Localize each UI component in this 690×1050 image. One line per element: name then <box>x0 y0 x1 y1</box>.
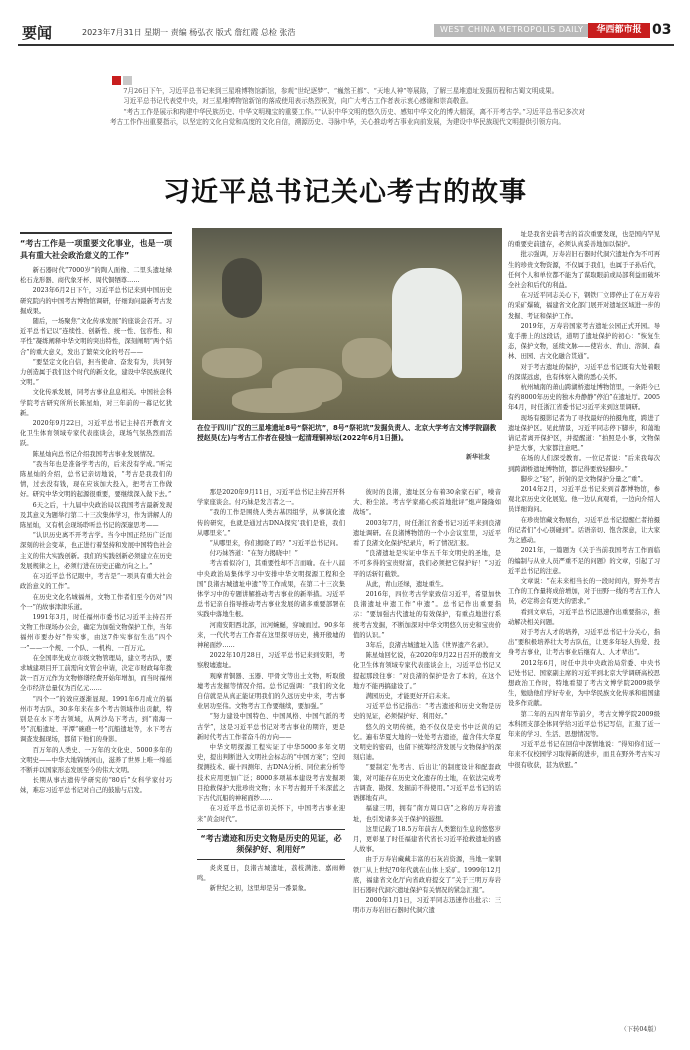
column-2 <box>197 488 345 894</box>
intro-paragraph: “考古工作是展示和构建中华民族历史、中华文明瑰宝的重要工作。”“认识中华文明的悠久历史、感知中华文化的博大精深，离不开考古学。”习近平总书记多次对考古工作作出重要指示，以坚定的文化自觉和高度的文化自信，溯源历史、寻脉中华，关心推动考古事业向前发展，为建设中华民族现代文明提供引领方向。 <box>110 107 586 126</box>
body-paragraph: “要坚定文化自信，担当使命、奋发有为，共同努力创造属于我们这个时代的新文化，建设中华民族现代文明。” <box>20 358 172 387</box>
body-paragraph: 脚步之“轻”，折射的是文物保护分量之“重”。 <box>520 475 647 483</box>
subheading-2: “考古遗迹和历史文物是历史的见证，必须保护好、利用好” <box>197 829 345 860</box>
body-paragraph: 6天之后，十九届中央政治局以我国考古最新发现及其意义为题举行第二十三次集体学习，作为讲解人的陈星灿，又有机会现场聆听总书记的深邃思考—— <box>20 501 172 530</box>
body-paragraph: 址是我省史前考古的首次重要发现，也是国内罕见的重要史前遗存，必须认真妥善地加以保护。 <box>508 231 660 249</box>
body-paragraph: 炎炎夏日，良渚古城遗址，荔枝满池、嘉雨蝉鸣。 <box>197 864 345 882</box>
col4-body <box>508 230 660 771</box>
body-paragraph: 陈星灿回忆说，在2020年9月22日召开的教育文化卫生体育领域专家代表座谈会上，习近平总书记又提起那段往事：“对良渚的保护是舍了本的，在这个地方不能再搞建设了。” <box>353 652 501 690</box>
continued-note: （下转04版） <box>620 1026 660 1033</box>
body-paragraph: 文化传承发展，同考古事业息息相关。中国社会科学院考古研究所所长陈星灿，对三年前的一幕记忆犹新。 <box>20 389 172 417</box>
body-paragraph: 2022年10月28日，习近平总书记来到安阳，考察殷墟遗址。 <box>197 652 345 670</box>
body-paragraph: 河南安阳西北部，洹河蜿蜒，穿城而过。90多年来，一代代考古工作者在这里探寻历史，拂开殷墟的神秘面纱…… <box>197 621 345 650</box>
body-paragraph: 杭州城南的萧山跨湖桥遗址博物馆里，一条距今已有约8000年历史的独木舟静静“停泊”在遗址厅。2005年4月，时任浙江省委书记习近平来到这里调研。 <box>508 384 660 412</box>
page-masthead <box>0 0 690 44</box>
body-paragraph: 从此，青山还绿，遗址重生。 <box>365 580 448 588</box>
body-paragraph: 百万年的人类史、一万年的文化史、5000多年的文明史——中华大地锦绣河山，滋养了世界上唯一绵延不断并以国家形态发展至今的伟大文明。 <box>20 746 172 774</box>
masthead-rule <box>18 44 674 46</box>
body-paragraph: 看到文章后，习近平总书记迅速作出重要指示，推动解决相关问题。 <box>508 608 660 626</box>
intro-paragraph: 7月26日下午，习近平总书记来到三星堆博物馆新馆，参观“世纪逐梦”、“巍然王都”、“天地人神”等展陈，了解三星堆遗址发掘历程和古蜀文明成果。 <box>123 87 559 95</box>
body-paragraph: 那是2020年9月11日，习近平总书记主持召开科学家座谈会。付巧妹是发言者之一。 <box>197 489 345 507</box>
body-paragraph: 陈星灿向总书记介绍我国考古事业发展情况。 <box>32 450 159 458</box>
body-paragraph: 2003年7月，时任浙江省委书记习近平来到良渚遗址调研。在良渚博物馆的一个小会议室里，习近平看了良渚文化保护纪录片，听了情况汇报。 <box>353 519 501 548</box>
body-paragraph: 现场有摄影记者为了寻找最好的拍摄角度，跨进了遗址保护区。见此情景，习近平同志停下脚步，和蔼地请记者离开保护区，并提醒道：“拍照是小事，文物保护是大事，大家都注意吧。” <box>508 414 660 453</box>
intro-lead <box>110 86 590 127</box>
body-paragraph: “要制定‘先考古、后出让’的制度设计和配套政策，对可能存在历史文化遗存的土地，在依法完成考古调查、勘探、发掘前不得使用。”习近平总书记的话语掷地有声。 <box>353 764 501 803</box>
body-paragraph: 新世纪之初，这里却是另一番景象。 <box>209 885 311 893</box>
body-paragraph: “我当年也是准备学考古的，后来没有学成。”听完陈星灿的介绍，总书记亲切地说，“考古是我我们的情，过去没有钱，现在应该加大投入，把考古工作做好。研究中华文明的起源很重要，要继续深入做下去。” <box>20 460 172 499</box>
body-paragraph: 福建三明，拥有“南方周口店”之称的万寿岩遗址，也引发诸多关于保护的遐想。 <box>353 805 501 823</box>
date-line: 2023年7月31日 星期一 责编 杨弘衣 版式 詹红霞 总检 张浩 <box>82 28 296 37</box>
photo-caption: 在位于四川广汉的三星堆遗址8号“祭祀坑”，8号“祭祀坑”发掘负责人、北京大学考古文博学院副教授赵昊(左)与考古工作者在侵蚀一起清理铜神坛(2022年6月1日摄)。 <box>197 424 497 442</box>
body-paragraph: 2000年1月1日，习近平同志迅速作出批示：三明市万寿岩旧石器时代洞穴遗 <box>353 897 501 915</box>
body-paragraph: 2020年9月22日，习近平总书记主持召开教育文化卫生体育领域专家代表座谈会，现场气氛热烈而活跃。 <box>20 420 172 448</box>
body-paragraph: 这里记载了18.5万年前古人类繁衍生息的悠悠岁月，更彰显了时任福建省代省长习近平抢救遗址的感人故事。 <box>353 825 501 854</box>
body-paragraph: 第二年的五四青年节前夕，考古文博学院2009级本科团支部全体同学给习近平总书记写信，汇报了近一年来的学习、生活、思想情况等。 <box>508 710 660 738</box>
body-paragraph: 对于考古人才的培养，习近平总书记十分关心，指出“要积极培养壮大考古队伍，让更多年轻人热爱、投身考古事业，让考古事业后继有人、人才辈出”。 <box>508 628 660 657</box>
body-paragraph: “努力建设中国特色、中国风格、中国气派的考古学”，这是习近平总书记对考古事业的期许，更是新时代考古工作者奋斗的方向—— <box>197 713 345 741</box>
section-title: 要闻 <box>22 24 53 42</box>
body-paragraph: 新石器时代“7000岁”的陶人面像、二里头遗址绿松石龙形器、商代象牙杯、周代铜牺尊…… <box>20 267 172 285</box>
body-paragraph: 悠久的文明传统，绝不仅仅是史书中泛黄的记忆。遍布华夏大地的一处处考古遗迹，蕴含伟大华夏文明史的密码，也留下统筹经济发展与文物保护的深刻启迪。 <box>353 723 501 762</box>
body-paragraph: 长期从事古遗传学研究的“80后”女科学家付巧妹，难忘习近平总书记对自己的鼓励与启发。 <box>20 777 172 795</box>
col3-body <box>353 488 501 917</box>
body-paragraph: 2021年，一篇题为《关于当前我国考古工作面临的编制与从业人员严重不足的问题》的文章，引起了习近平总书记的注意。 <box>508 547 660 575</box>
body-paragraph: 由于万寿岩藏藏丰富的石灰岩资源，当地一家钢铁厂从上世纪70年代就在山体上采矿。1999年12月底，福建省文化厅向省政府提交了“关于三明万寿岩旧石器时代洞穴遗址保护有关情况的紧急汇报”。 <box>353 856 501 894</box>
body-paragraph: 对于考古遗址的保护，习近平总书记既有大处着眼的深谋远虑，也有体察入微的悉心关怀。 <box>508 363 660 381</box>
column-4 <box>508 230 660 771</box>
body-paragraph: 考古看似冷门，其重要性却不言而喻。在十八届中央政治局集体学习中安排中华文明探源工程和全国“良渚古城遗址申遗”等工作成果，在第二十三次集体学习中的专题讲解推动考古事业的新举措。习近平总书记亲自指导推动考古事业发展的诸多重要部署在实践中落地生根。 <box>197 560 345 619</box>
body-paragraph: 随后，一场聚焦“文化传承发展”的座谈会召开。习近平总书记以“连续性、创新性、统一性、包容性、和平性”凝练阐释中华文明的突出特性，深刻阐明“两个结合”的重大意义，发出了繁荣文化的号召—— <box>20 318 172 356</box>
body-paragraph: 中华文明探源工程实证了中华5000多年文明史，提出判断进入文明社会标志的“中国方案”；空间探测技术、碳十四测年、古DNA分析、同位素分析等技术应用更加广泛；8000多项基本建设考古发掘项目抢救保护大批珍贵文物；水下考古揭开千米深蓝之下古代沉船的神秘面纱…… <box>197 744 345 803</box>
body-paragraph: 在场的人们深受教育。一位记者说：“后来我每次到跨湖桥遗址博物馆，都记得要放轻脚步。” <box>508 455 660 473</box>
paper-en-name: WEST CHINA METROPOLIS DAILY <box>440 25 584 34</box>
body-paragraph: “从哪里来，你们揭晓了吗？”习近平总书记问。 <box>209 540 342 548</box>
photo-shape <box>342 338 392 378</box>
body-paragraph: 在习近平同志关心下，钢铁厂立即停止了在万寿岩的采矿爆破，福建省文化部门展开对遗址区域进一步的发掘、考证和保护工作。 <box>508 292 660 320</box>
intro-paragraph: 习近平总书记代表党中央，对三星堆博物馆新馆的落成使用表示热烈祝贺，向广大考古工作者表示衷心感谢和崇高敬意。 <box>123 97 473 106</box>
body-paragraph: “四个一”的效应逐渐显现。1991年6月成立的福州市考古队，30多年来在多个考古领域作出贡献，特别是在水下考古领域，从两沙岛下考古，到“南海一号”沉船遗址、平潭“碗礁一号”沉船遗址等，水下考古调查发掘现场，都留下他们的身影。 <box>20 695 172 744</box>
photo-credit: 新华社发 <box>466 454 491 461</box>
body-paragraph: 文章说：“在未来相当长的一段时间内，野外考古工作的工作量将成倍增加，对于田野一线的考古工作人员，必定将会有更大的需求。” <box>508 577 660 606</box>
red-square-icon <box>112 76 121 85</box>
body-paragraph: 2014年2月，习近平总书记来到首都博物馆，参观北京历史文化展览。他一边认真观看，一边向介绍人员详细询问。 <box>508 486 660 514</box>
col1-body <box>20 266 172 797</box>
column-3 <box>353 488 501 917</box>
body-paragraph: 批示强调，万寿岩旧石器时代洞穴遗址作为不可再生的珍贵文物资源，不仅属于我们，也属于子孙后代，任何个人和单位都不能为了谋取眼前或局部利益而破坏全社会和后代的利益。 <box>508 251 660 290</box>
body-paragraph: 在历史文化名城福州，文物工作者们至今仍对“四个一”的故事津津乐道。 <box>20 593 172 611</box>
article-headline: 习近平总书记关心考古的故事 <box>163 177 527 208</box>
grey-square-icon <box>123 76 132 85</box>
photo-figure <box>392 268 462 378</box>
body-paragraph: 2016年，四位考古学家致信习近平，希望加快良渚遗址申遗工作“申遗”。总书记作出重要指示：“要加强古代遗址的有效保护，有重点地进行系统考古发掘，不断加深对中华文明悠久历史和宝贵价值的认识。” <box>353 591 501 639</box>
body-paragraph: 2012年6月，时任中共中央政治局常委、中央书记处书记、国家副主席的习近平到北京大学调研高校思想政治工作时，特地看望了考古文博学院2009级学生，勉励他们学好专业，为中华民族文化传承和祖国建设多作贡献。 <box>508 659 660 708</box>
body-paragraph: “认识历史离不开考古学。当今中国正经历广泛而深刻的社会变革，也正进行着坚持和发展中国特色社会主义的伟大实践创新。我们的实践创新必须建立在历史发展规律之上，必须行进在历史正确方向之上。” <box>20 532 172 570</box>
column-1 <box>20 230 172 797</box>
body-paragraph: 2019年，万寿岩国家考古遗址公园正式开园。导览手册上的这段话，道明了遗址保护的初心：“恢复生态，保护文物，延续文脉——使岩水、青山、溶洞、森林、田园、古文化融合贯通”。 <box>508 322 660 361</box>
body-paragraph: 3年后，良渚古城遗址入选《世界遗产名录》。 <box>365 642 493 650</box>
body-paragraph: “良渚遗址是实证中华五千年文明史的圣地，是不可多得的宝贵财富，我们必须把它保护好！”习近平的话斩钉截铁。 <box>353 550 501 578</box>
body-paragraph: “我的工作是围绕人类古基因组学，从事演化遗传的研究，也就是通过古DNA探究‘我们是谁，我们从哪里来’。” <box>197 509 345 537</box>
subheading-1: “考古工作是一项重要文化事业，也是一项具有重大社会政治意义的工作” <box>20 232 172 261</box>
body-paragraph: 彼时的良渚，遗址区分布着30余家石矿，噪音大、粉尘浓。考古学家痛心疾首地批评“炮声隆隆如战场”。 <box>353 489 501 517</box>
body-paragraph: 1991年3月，时任福州市委书记习近平主持召开文物工作现场办公会，确定为加强文物保护工作，当年福州市要办好“件实事，由这7件实事衍生出“四个一”——一个规、一个队、一机构、一百万元。 <box>20 613 172 652</box>
photo-figure <box>222 258 262 318</box>
body-paragraph: 在习近平总书记眼中，考古是“一项具有重大社会政治意义的工作”。 <box>20 573 172 591</box>
col2-body <box>197 488 345 825</box>
body-paragraph: 观摩青铜器、玉器、甲骨文等出土文物，听取殷墟考古发掘等情况介绍。总书记强调：“我们的文化自信就是从真正能证明我们的久远历史中来，考古事业居功至伟。文物考古工作要继续，要加强。” <box>197 672 345 711</box>
body-paragraph: 习近平总书记指出：“考古遗迹和历史文物是历史的见证，必须保护好、利用好。” <box>353 703 501 721</box>
body-paragraph: 付巧妹答道：“在努力揭晓中！” <box>209 550 298 558</box>
body-paragraph: 满园历史，才能更好开启未来。 <box>365 693 454 701</box>
body-paragraph: 在珍贵馆藏文物展台，习近平总书记提醒仁者拍摄的记者们“小心别碰到”。话语亲切、饱含深意，让大家为之感动。 <box>508 516 660 545</box>
col2-body-after <box>197 864 345 895</box>
body-paragraph: 在全国率先成立市级文物管理局，建立考古队，要求城建项目开工前需向文管会申请，决定市财政每年拨款一百万元作为文物修缮经费开始年增加，而当时福州全市经济总量仅为百亿元…… <box>20 654 172 693</box>
photo-shape <box>232 388 322 413</box>
photo-shape <box>202 348 262 378</box>
paper-en-band <box>434 24 588 37</box>
news-photo <box>192 228 502 420</box>
body-paragraph: 2023年6月2日下午，习近平总书记来到中国历史研究院内的中国考古博物馆调研，仔细询问最新考古发掘成果。 <box>20 287 172 315</box>
body-paragraph: 在习近平总书记亲切关怀下，中国考古事业迎来“黄金时代”。 <box>197 805 345 823</box>
page-number: 03 <box>652 22 672 38</box>
body-paragraph: 习近平总书记在回信中深情地说：“得知你们近一年来不仅校园学习取得新的进步，而且在野外考古实习中很有收获，甚为欣慰。” <box>508 741 660 769</box>
paper-logo: 华西都市报 <box>588 23 650 38</box>
